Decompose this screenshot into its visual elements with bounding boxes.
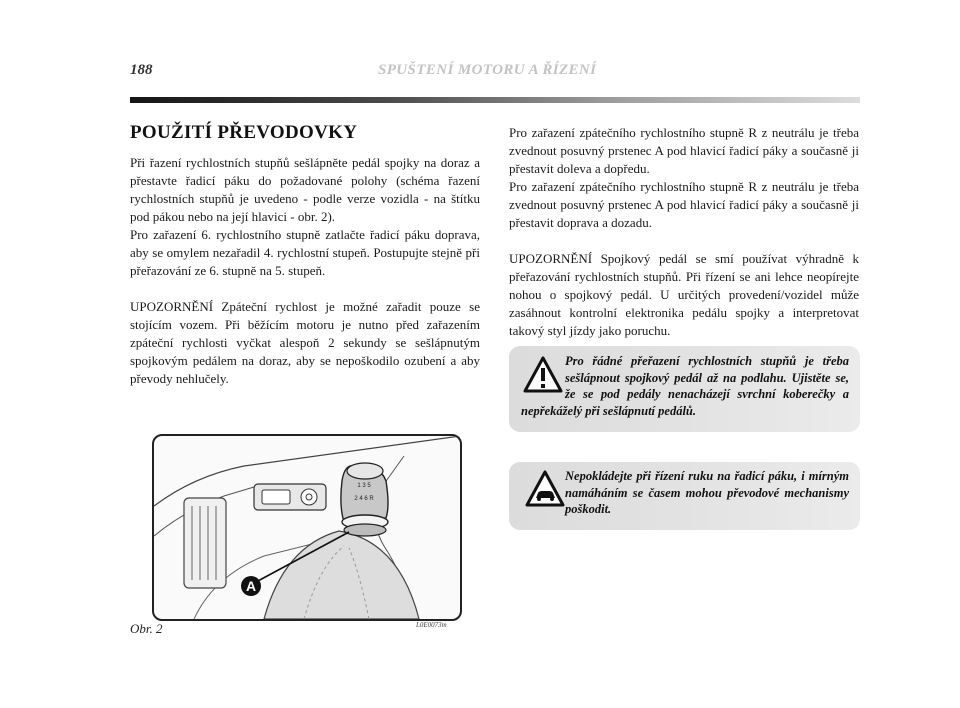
warning-note-clutch	[509, 346, 860, 432]
gear-boot	[264, 531, 419, 619]
figure-code: L0E0073m	[416, 621, 447, 629]
paragraph-clutch-warning: UPOZORNĚNÍ Spojkový pedál se smí používat výhradně k přeřazování rychlostních stupňů. Při řízení se ani lehce neopírejte nohou o spojkový pedál. U určitých provedení/vozidel může zasáhnout kontrolní elektronika pedálu spojky a interpretovat takový styl jízdy jako poruchu.	[509, 251, 859, 338]
right-column	[509, 124, 859, 340]
paragraph-reverse-right: Pro zařazení zpátečního rychlostního stupně R z neutrálu je třeba zvednout posuvný prstenec A pod hlavicí řadicí páky a současně ji přestavit doprava a dozadu.	[509, 179, 859, 230]
figure-caption: Obr. 2	[130, 621, 163, 636]
callout-label: A	[245, 578, 257, 594]
warning-note-gear-lever	[509, 462, 860, 530]
air-vent	[184, 498, 226, 588]
paragraph-sixth-gear: Pro zařazení 6. rychlostního stupně zatlačte řadicí páku doprava, aby se omylem nezařadil 4. rychlostní stupeň. Postupujte stejně při přeřazování ze 6. stupně na 5. stupeň.	[130, 227, 480, 278]
paragraph-reverse-warning: UPOZORNĚNÍ Zpáteční rychlost je možné zařadit pouze se stojícím vozem. Při běžícím motoru je nutno před zařazením zpáteční rychlosti vyčkat alespoň 2 sekundy se sešlápnutým spojkovým pedálem na doraz, aby se nepoškodilo ozubení a aby převody nehlučely.	[130, 299, 480, 386]
left-column	[130, 154, 480, 388]
section-title: POUŽITÍ PŘEVODOVKY	[130, 122, 358, 143]
running-title: SPUŠTENÍ MOTORU A ŘÍZENÍ	[378, 62, 597, 78]
gear-lever-figure	[152, 434, 462, 621]
gear-lever-illustration	[154, 436, 460, 619]
svg-text:2 4 6 R: 2 4 6 R	[354, 496, 374, 502]
paragraph-gear-shifting: Při řazení rychlostních stupňů sešlápněte pedál spojky na doraz a přestavte řadicí páku do požadované polohy (schéma řazení rychlostních stupňů je uvedeno - podle verze vozidla - na štítku pod pákou nebo na její hlavici - obr. 2).	[130, 155, 480, 224]
paragraph-reverse-left: Pro zařazení zpátečního rychlostního stupně R z neutrálu je třeba zvednout posuvný prstenec A pod hlavicí řadicí páky a současně ji přestavit doleva a dopředu.	[509, 125, 859, 176]
warning-note-text: Pro řádné přeřazení rychlostních stupňů je třeba sešlápnout spojkový pedál až na podlahu. Ujistěte se, že se pod pedály nenacházejí svrchní koberečky a nepřekáželý při sešlápnutí pedálů.	[521, 354, 849, 418]
header-rule	[130, 97, 860, 103]
svg-text:1 3 5: 1 3 5	[357, 483, 371, 489]
gear-knob	[341, 463, 388, 536]
warning-note-text: Nepokládejte při řízení ruku na řadicí páku, i mírným namáháním se časem mohou převodové mechanismy poškodit.	[565, 469, 849, 516]
page-number: 188	[130, 62, 153, 78]
switch-panel	[254, 484, 326, 510]
